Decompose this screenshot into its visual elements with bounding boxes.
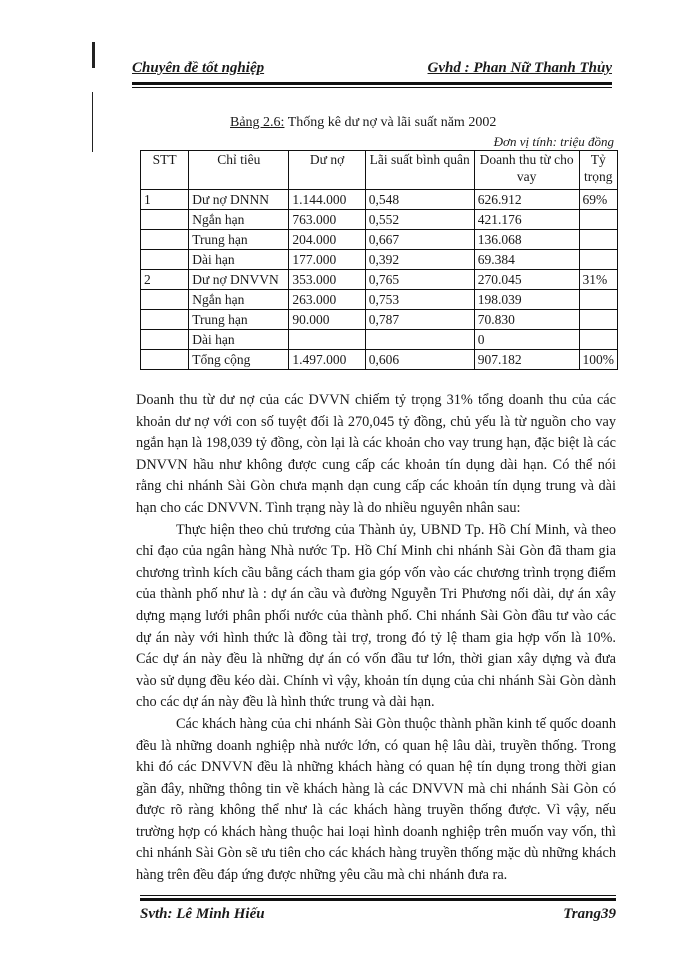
header-rule-thin	[132, 87, 612, 88]
paragraph: Các khách hàng của chi nhánh Sài Gòn thuộc thành phần kinh tế quốc doanh đều là những doanh nghiệp nhà nước lớn, có quan hệ lâu dài, truyền thống. Trong khi đó các DNVVN đều là những khách hàng có quan hệ tín dụng trong thời gian gần đây, những thông tin về khách hàng là các DNVVN mà chi nhánh Sài Gòn có được rõ ràng không thể như là các khách hàng truyền thống được. Vì vậy, nếu trường hợp có khách hàng thuộc hai loại hình doanh nghiệp trên muốn vay vốn, thì chi nhánh Sài Gòn sẽ ưu tiên cho các khách hàng truyền thống mặc dù những khách hàng trên đều đáp ứng được những yêu cầu mà chi nhánh đưa ra.	[136, 715, 617, 884]
table-cell	[141, 230, 189, 250]
page-number: Trang39	[563, 906, 616, 922]
table-cell: Dài hạn	[189, 250, 289, 270]
column-header: Lãi suất bình quân	[365, 151, 474, 190]
footer-author: Svth: Lê Minh Hiếu	[140, 906, 265, 922]
paragraph: Doanh thu từ dư nợ của các DVVN chiếm tỷ trọng 31% tổng doanh thu của các khoản dư nợ với con số tuyệt đối là 270,045 tỷ đồng, chủ yếu là từ nguồn cho vay ngắn hạn là 198,039 tỷ đồng, còn lại là các khoản cho vay trung hạn, đặc biệt là các DNVVN hầu như không được cung cấp các khoản tín dụng dài hạn. Có thể nói rằng chi nhánh Sài Gòn chưa mạnh dạn cung cấp các khoản tín dụng trung và dài hạn cho các DNVVN. Tình trạng này là do nhiều nguyên nhân sau:	[136, 392, 616, 516]
table-cell	[579, 310, 618, 330]
table-cell	[141, 310, 189, 330]
table-cell: 1.497.000	[289, 350, 365, 370]
table-cell: 270.045	[474, 270, 579, 290]
binder-mark	[92, 92, 93, 152]
table-cell	[579, 250, 618, 270]
table-caption-label: Bảng 2.6:	[230, 115, 285, 130]
table-cell: 0,765	[365, 270, 474, 290]
table-caption-text: Thống kê dư nợ và lãi suất năm 2002	[284, 115, 497, 130]
header-right: Gvhd : Phan Nữ Thanh Thủy	[427, 60, 612, 76]
table-cell	[141, 350, 189, 370]
body-text	[136, 390, 616, 887]
table-cell	[141, 330, 189, 350]
table-cell: Ngắn hạn	[189, 290, 289, 310]
table-cell: 0,552	[365, 210, 474, 230]
table-cell: Dư nợ DNNN	[189, 190, 289, 210]
column-header: STT	[141, 151, 189, 190]
table-cell: 100%	[579, 350, 618, 370]
table-cell: 0,392	[365, 250, 474, 270]
table-cell: 70.830	[474, 310, 579, 330]
table-cell	[141, 290, 189, 310]
table-row	[141, 250, 618, 270]
table-cell: 0,753	[365, 290, 474, 310]
table-row	[141, 190, 618, 210]
table-cell: 263.000	[289, 290, 365, 310]
loan-statistics-table	[140, 150, 618, 370]
table-cell	[579, 210, 618, 230]
table-cell: 626.912	[474, 190, 579, 210]
table-cell	[579, 330, 618, 350]
table-cell: 31%	[579, 270, 618, 290]
table-cell: 1.144.000	[289, 190, 365, 210]
page-footer	[140, 906, 616, 928]
table-cell: 0,548	[365, 190, 474, 210]
table-cell: 69.384	[474, 250, 579, 270]
table-unit: Đơn vị tính: triệu đồng	[493, 134, 614, 149]
table-cell: 2	[141, 270, 189, 290]
column-header: Dư nợ	[289, 151, 365, 190]
header-rule-thick	[132, 82, 612, 85]
table-cell	[289, 330, 365, 350]
table-row	[141, 210, 618, 230]
column-header: Doanh thu từ cho vay	[474, 151, 579, 190]
paragraph: Thực hiện theo chủ trương của Thành ủy, UBND Tp. Hồ Chí Minh, và theo chỉ đạo của ngân hàng Nhà nước Tp. Hồ Chí Minh chi nhánh Sài Gòn đã tham gia chương trình kích cầu bằng cách tham gia góp vốn vào các chương trình trọng điểm của thành phố như là : dự án cầu và đường Nguyễn Tri Phương nối dài, dự án xây dựng mạng lưới phân phối nước của thành phố. Chi nhánh Sài Gòn đầu tư vào các dự án này với hình thức là đồng tài trợ, trong đó tỷ lệ tham gia hợp vốn là 10%. Các dự án này đều là những dự án có vốn đầu tư lớn, thời gian xây dựng và đưa vào sử dụng đều kéo dài. Chính vì vậy, khoản tín dụng của chi nhánh Sài Gòn dành cho các dự án này đều là hình thức trung và dài hạn.	[136, 521, 616, 711]
table-cell	[579, 290, 618, 310]
table-cell: Trung hạn	[189, 310, 289, 330]
table-cell: 0,606	[365, 350, 474, 370]
table-cell	[141, 210, 189, 230]
table-row	[141, 230, 618, 250]
table-cell: 353.000	[289, 270, 365, 290]
footer-rule-thin	[140, 895, 616, 896]
table-cell: 0,787	[365, 310, 474, 330]
table-cell: 1	[141, 190, 189, 210]
table-row-total	[141, 350, 618, 370]
table-cell: Trung hạn	[189, 230, 289, 250]
table-cell	[365, 330, 474, 350]
table-cell: Dư nợ DNVVN	[189, 270, 289, 290]
table-cell: Ngắn hạn	[189, 210, 289, 230]
table-cell: 90.000	[289, 310, 365, 330]
table-row	[141, 270, 618, 290]
table-cell: 136.068	[474, 230, 579, 250]
column-header: Tỷ trọng	[579, 151, 618, 190]
header-left: Chuyên đề tốt nghiệp	[132, 60, 265, 76]
column-header: Chỉ tiêu	[189, 151, 289, 190]
table-cell: 69%	[579, 190, 618, 210]
binder-mark	[92, 42, 95, 68]
table-row	[141, 330, 618, 350]
table-cell: Dài hạn	[189, 330, 289, 350]
table-caption	[230, 115, 496, 131]
footer-rule-thick	[140, 898, 616, 901]
table-cell: 204.000	[289, 230, 365, 250]
table-cell: Tổng cộng	[189, 350, 289, 370]
table-cell	[141, 250, 189, 270]
table-cell: 0,667	[365, 230, 474, 250]
table-cell: 198.039	[474, 290, 579, 310]
table-cell	[579, 230, 618, 250]
table-cell: 907.182	[474, 350, 579, 370]
table-row	[141, 310, 618, 330]
table-row	[141, 290, 618, 310]
page-header	[132, 58, 612, 80]
table-cell: 0	[474, 330, 579, 350]
table-header-row	[141, 151, 618, 190]
table-cell: 177.000	[289, 250, 365, 270]
table-cell: 763.000	[289, 210, 365, 230]
table-cell: 421.176	[474, 210, 579, 230]
